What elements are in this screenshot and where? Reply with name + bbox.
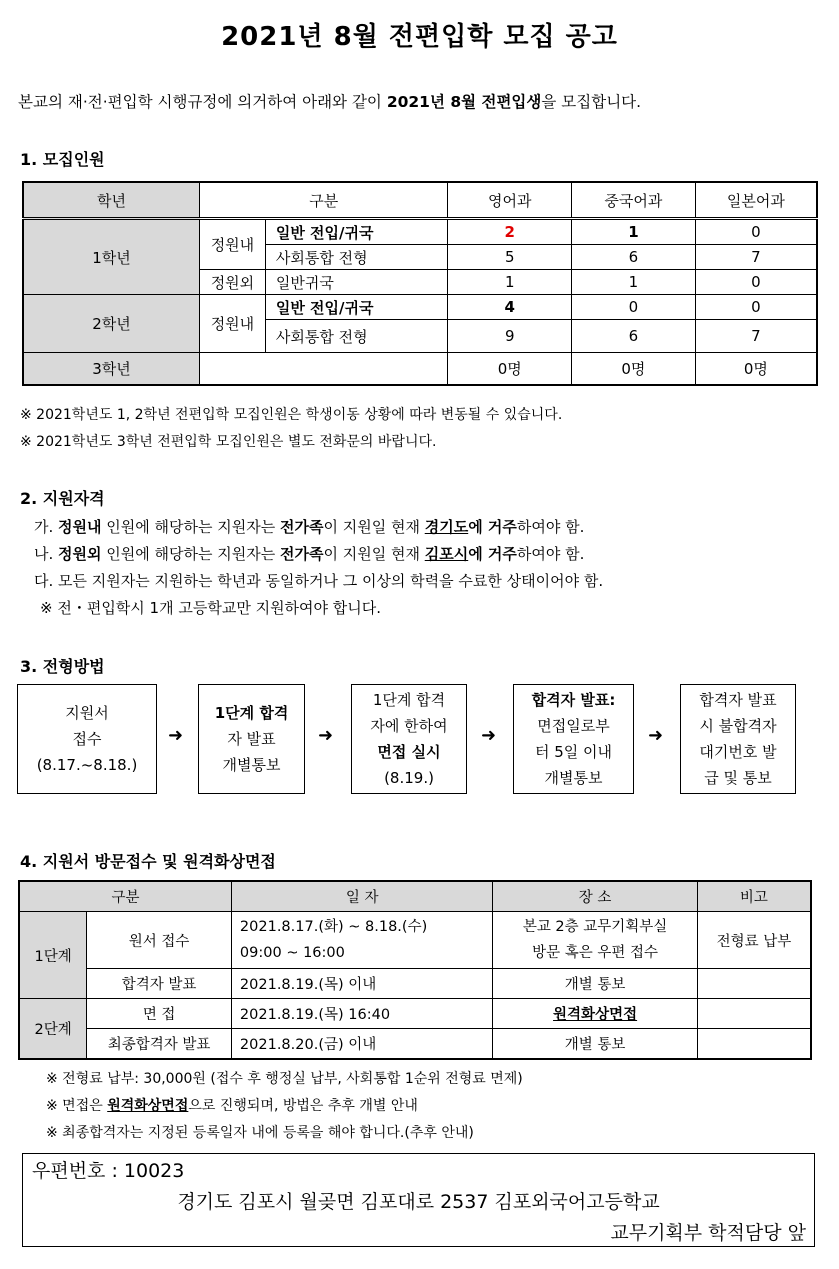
- schedule-table: [18, 880, 812, 1060]
- count-cell: 6: [572, 320, 696, 353]
- type-cell: 사회통합 전형: [265, 320, 448, 353]
- remark-cell: 전형료 납부: [697, 912, 811, 969]
- item-cell: 최종합격자 발표: [87, 1029, 232, 1060]
- section-1-heading: 1. 모집인원: [20, 150, 105, 169]
- arrow-icon: ➜: [168, 725, 184, 746]
- count-cell: 1: [448, 270, 572, 295]
- count-cell: 1: [572, 270, 696, 295]
- place-cell: 개별 통보: [493, 1029, 697, 1060]
- type-cell: [200, 353, 448, 386]
- header-remark: 비고: [697, 881, 811, 912]
- registration-note: ※ 최종합격자는 지정된 등록일자 내에 등록을 해야 합니다.(추후 안내): [46, 1125, 474, 1141]
- intro-text: 본교의 재·전·편입학 시행규정에 의거하여 아래와 같이 2021년 8월 전편입생을 모집합니다.: [18, 93, 642, 111]
- grade-2: 2학년: [23, 295, 200, 353]
- stage-2: 2단계: [19, 999, 87, 1060]
- remark-cell: [697, 969, 811, 999]
- date-cell: 2021.8.19.(목) 16:40: [231, 999, 492, 1029]
- qualification-c: 다. 모든 지원자는 지원하는 학년과 동일하거나 그 이상의 학력을 수료한 상태이어야 함.: [34, 572, 604, 590]
- grade-1: 1학년: [23, 219, 200, 295]
- qualification-a: 가. 정원내 인원에 해당하는 지원자는 전가족이 지원일 현재 경기도에 거주하여야 함.: [34, 518, 585, 536]
- count-cell: 0: [572, 295, 696, 320]
- recruitment-table: [22, 181, 818, 386]
- count-cell: 9: [448, 320, 572, 353]
- qualification-b: 나. 정원외 인원에 해당하는 지원자는 전가족이 지원일 현재 김포시에 거주하여야 함.: [34, 545, 585, 563]
- header-chinese: 중국어과: [572, 182, 696, 219]
- quota-in: 정원내: [200, 219, 266, 270]
- count-cell: 0: [695, 270, 817, 295]
- item-cell: 원서 접수: [87, 912, 232, 969]
- type-cell: 사회통합 전형: [265, 245, 448, 270]
- fee-note: ※ 전형료 납부: 30,000원 (접수 후 행정실 납부, 사회통합 1순위 전형료 면제): [46, 1071, 523, 1087]
- date-cell: 2021.8.19.(목) 이내: [231, 969, 492, 999]
- section-4-heading: 4. 지원서 방문접수 및 원격화상면접: [20, 852, 276, 871]
- count-cell: 0명: [572, 353, 696, 386]
- count-cell: 6: [572, 245, 696, 270]
- note-1: ※ 2021학년도 1, 2학년 전편입학 모집인원은 학생이동 상황에 따라 변동될 수 있습니다.: [20, 407, 563, 423]
- count-cell: 7: [695, 320, 817, 353]
- count-cell: 4: [448, 295, 572, 320]
- step-box-waitlist: 합격자 발표 시 불합격자 대기번호 발 급 및 통보: [680, 684, 796, 794]
- grade-3: 3학년: [23, 353, 200, 386]
- qualification-note: ※ 전・편입학시 1개 고등학교만 지원하여야 합니다.: [40, 599, 382, 617]
- header-category: 구분: [200, 182, 448, 219]
- type-cell: 일반 전입/귀국: [265, 219, 448, 245]
- remark-cell: [697, 999, 811, 1029]
- header-place: 장 소: [493, 881, 697, 912]
- place-cell: 원격화상면접: [493, 999, 697, 1029]
- step-box-application: 지원서 접수 (8.17.~8.18.): [17, 684, 157, 794]
- page-title: 2021년 8월 전편입학 모집 공고: [221, 22, 618, 52]
- address-line: 경기도 김포시 월곶면 김포대로 2537 김포외국어고등학교: [177, 1191, 660, 1213]
- step-box-first-result: 1단계 합격 자 발표 개별통보: [198, 684, 305, 794]
- count-cell: 0명: [448, 353, 572, 386]
- quota-in: 정원내: [200, 295, 266, 353]
- header-grade: 학년: [23, 182, 200, 219]
- header-english: 영어과: [448, 182, 572, 219]
- zip-code: 우편번호 : 10023: [32, 1160, 185, 1182]
- step-box-final-result: 합격자 발표: 면접일로부 터 5일 이내 개별통보: [513, 684, 634, 794]
- date-cell: 2021.8.20.(금) 이내: [231, 1029, 492, 1060]
- count-cell: 7: [695, 245, 817, 270]
- quota-out: 정원외: [200, 270, 266, 295]
- item-cell: 합격자 발표: [87, 969, 232, 999]
- interview-note: ※ 면접은 원격화상면접으로 진행되며, 방법은 추후 개별 안내: [46, 1098, 418, 1114]
- stage-1: 1단계: [19, 912, 87, 999]
- type-cell: 일반귀국: [265, 270, 448, 295]
- place-cell: 개별 통보: [493, 969, 697, 999]
- count-cell: 0: [695, 219, 817, 245]
- recipient: 교무기획부 학적담당 앞: [610, 1222, 806, 1244]
- arrow-icon: ➜: [648, 725, 664, 746]
- place-cell: 본교 2층 교무기획부실 방문 혹은 우편 접수: [493, 912, 697, 969]
- section-2-heading: 2. 지원자격: [20, 489, 105, 508]
- count-cell: 0명: [695, 353, 817, 386]
- date-cell: 2021.8.17.(화) ~ 8.18.(수) 09:00 ~ 16:00: [231, 912, 492, 969]
- item-cell: 면 접: [87, 999, 232, 1029]
- note-2: ※ 2021학년도 3학년 전편입학 모집인원은 별도 전화문의 바랍니다.: [20, 434, 437, 450]
- header-date: 일 자: [231, 881, 492, 912]
- arrow-icon: ➜: [318, 725, 334, 746]
- step-box-interview: 1단계 합격 자에 한하여 면접 실시 (8.19.): [351, 684, 467, 794]
- header-japanese: 일본어과: [695, 182, 817, 219]
- count-cell: 5: [448, 245, 572, 270]
- count-cell: 0: [695, 295, 817, 320]
- arrow-icon: ➜: [481, 725, 497, 746]
- remark-cell: [697, 1029, 811, 1060]
- type-cell: 일반 전입/귀국: [265, 295, 448, 320]
- header-category: 구분: [19, 881, 231, 912]
- count-cell: 2: [448, 219, 572, 245]
- mailing-address-box: [22, 1153, 815, 1247]
- count-cell: 1: [572, 219, 696, 245]
- section-3-heading: 3. 전형방법: [20, 657, 105, 676]
